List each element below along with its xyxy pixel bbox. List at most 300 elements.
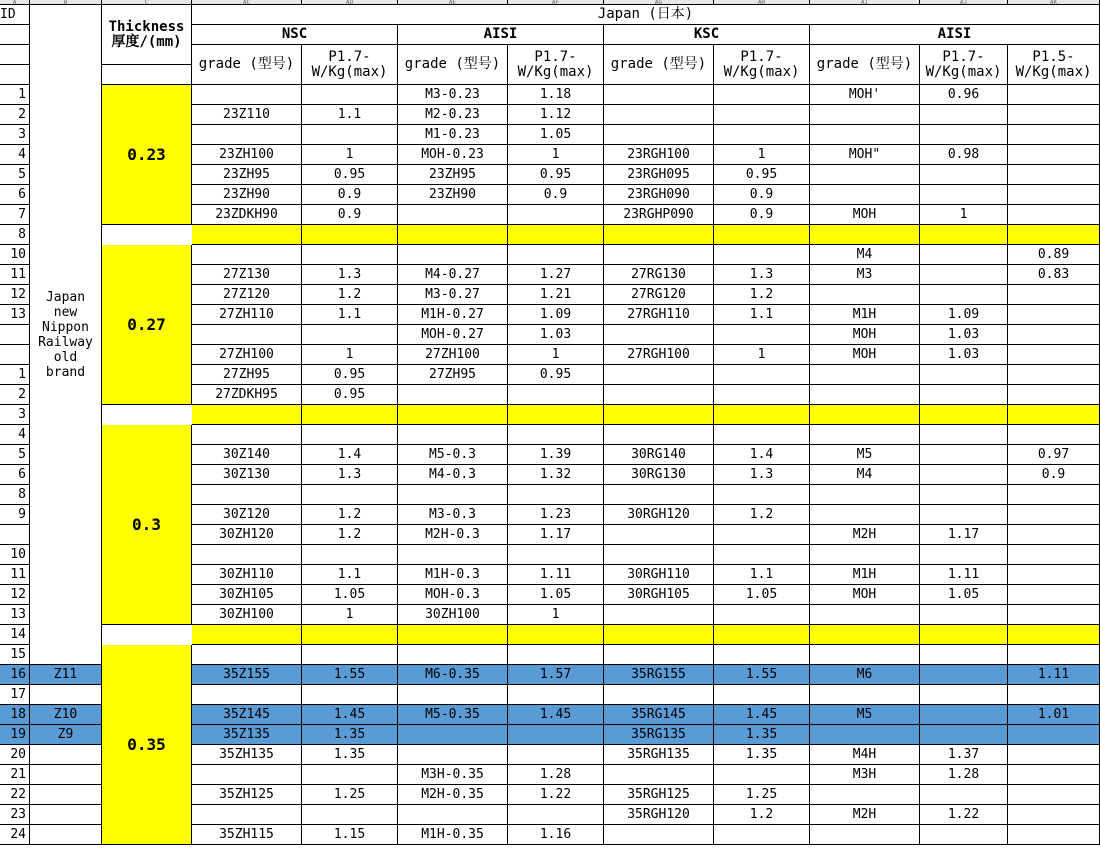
table-cell[interactable]: M4-0.3	[398, 465, 508, 485]
table-cell[interactable]	[604, 425, 714, 445]
table-cell[interactable]	[1008, 285, 1100, 305]
table-cell[interactable]: 1.35	[714, 745, 810, 765]
table-cell[interactable]: 30ZH105	[192, 585, 302, 605]
table-cell[interactable]	[810, 405, 920, 425]
table-cell[interactable]: 30RG130	[604, 465, 714, 485]
table-cell[interactable]: 1.55	[714, 665, 810, 685]
table-cell[interactable]: 30ZH110	[192, 565, 302, 585]
table-cell[interactable]: 0.9	[302, 205, 398, 225]
table-cell[interactable]	[508, 725, 604, 745]
table-cell[interactable]: 1.55	[302, 665, 398, 685]
table-cell[interactable]: 1.28	[508, 765, 604, 785]
table-cell[interactable]: 1.17	[920, 525, 1008, 545]
table-cell[interactable]: 1.1	[714, 565, 810, 585]
table-cell[interactable]: 1.25	[714, 785, 810, 805]
table-cell[interactable]	[1008, 565, 1100, 585]
table-cell[interactable]	[1008, 205, 1100, 225]
table-cell[interactable]	[508, 485, 604, 505]
table-cell[interactable]	[302, 85, 398, 105]
table-cell[interactable]	[1008, 425, 1100, 445]
table-cell[interactable]	[1008, 765, 1100, 785]
table-cell[interactable]: M4	[810, 465, 920, 485]
table-cell[interactable]	[604, 485, 714, 505]
table-cell[interactable]: 1.3	[714, 465, 810, 485]
table-cell[interactable]	[604, 405, 714, 425]
table-cell[interactable]: 1.1	[714, 305, 810, 325]
table-cell[interactable]: 1.12	[508, 105, 604, 125]
table-cell[interactable]: 1.3	[302, 265, 398, 285]
table-cell[interactable]: 23RGH090	[604, 185, 714, 205]
table-cell[interactable]: 1.22	[920, 805, 1008, 825]
table-cell[interactable]: 23RGH095	[604, 165, 714, 185]
table-cell[interactable]	[192, 325, 302, 345]
table-cell[interactable]: 1.22	[508, 785, 604, 805]
table-cell[interactable]: 1.1	[302, 565, 398, 585]
table-cell[interactable]: M3H	[810, 765, 920, 785]
column-letter[interactable]: AC	[192, 0, 302, 5]
table-cell[interactable]	[714, 405, 810, 425]
table-cell[interactable]	[508, 385, 604, 405]
table-cell[interactable]: 1.39	[508, 445, 604, 465]
table-cell[interactable]: 0.9	[714, 205, 810, 225]
table-cell[interactable]: M1H-0.3	[398, 565, 508, 585]
table-cell[interactable]: 1	[508, 345, 604, 365]
table-cell[interactable]	[810, 185, 920, 205]
table-cell[interactable]: 35RGH135	[604, 745, 714, 765]
table-cell[interactable]	[920, 445, 1008, 465]
column-letter[interactable]: B	[30, 0, 102, 5]
table-cell[interactable]: M6-0.35	[398, 665, 508, 685]
table-cell[interactable]	[920, 425, 1008, 445]
table-cell[interactable]: 1.27	[508, 265, 604, 285]
table-cell[interactable]: 1	[302, 145, 398, 165]
table-cell[interactable]	[714, 525, 810, 545]
table-cell[interactable]	[714, 245, 810, 265]
table-cell[interactable]	[398, 425, 508, 445]
table-cell[interactable]	[920, 485, 1008, 505]
column-letter[interactable]: AF	[508, 0, 604, 5]
table-cell[interactable]: MOH'	[810, 85, 920, 105]
table-cell[interactable]	[714, 605, 810, 625]
table-cell[interactable]: 23ZH90	[398, 185, 508, 205]
table-cell[interactable]	[810, 545, 920, 565]
table-cell[interactable]: 1.09	[508, 305, 604, 325]
table-cell[interactable]: MOH"	[810, 145, 920, 165]
table-cell[interactable]: 1.4	[714, 445, 810, 465]
table-cell[interactable]	[1008, 85, 1100, 105]
table-cell[interactable]	[920, 105, 1008, 125]
table-cell[interactable]: M2-0.23	[398, 105, 508, 125]
table-cell[interactable]: M3H-0.35	[398, 765, 508, 785]
table-cell[interactable]	[714, 425, 810, 445]
table-cell[interactable]: 35ZH135	[192, 745, 302, 765]
table-cell[interactable]	[1008, 485, 1100, 505]
table-cell[interactable]: M2H-0.35	[398, 785, 508, 805]
table-cell[interactable]	[1008, 385, 1100, 405]
table-cell[interactable]	[398, 385, 508, 405]
table-cell[interactable]: M5	[810, 705, 920, 725]
table-cell[interactable]	[604, 645, 714, 665]
table-cell[interactable]: 1.3	[302, 465, 398, 485]
table-cell[interactable]: M4	[810, 245, 920, 265]
table-cell[interactable]: M3-0.27	[398, 285, 508, 305]
table-cell[interactable]	[714, 625, 810, 645]
table-cell[interactable]: M1H	[810, 565, 920, 585]
table-cell[interactable]	[1008, 505, 1100, 525]
table-cell[interactable]: 1.15	[302, 825, 398, 845]
table-cell[interactable]: 1.4	[302, 445, 398, 465]
table-cell[interactable]	[920, 625, 1008, 645]
table-cell[interactable]	[920, 785, 1008, 805]
table-cell[interactable]	[920, 465, 1008, 485]
table-cell[interactable]: 27Z120	[192, 285, 302, 305]
table-cell[interactable]	[920, 725, 1008, 745]
table-cell[interactable]: 1.03	[920, 325, 1008, 345]
table-cell[interactable]	[714, 365, 810, 385]
table-cell[interactable]: 35RGH125	[604, 785, 714, 805]
table-cell[interactable]: 30Z130	[192, 465, 302, 485]
table-cell[interactable]	[508, 225, 604, 245]
table-cell[interactable]: 35RG145	[604, 705, 714, 725]
column-letter[interactable]: AK	[1008, 0, 1100, 5]
table-cell[interactable]	[508, 545, 604, 565]
table-cell[interactable]: 0.95	[714, 165, 810, 185]
table-cell[interactable]: M5	[810, 445, 920, 465]
table-cell[interactable]: 1.37	[920, 745, 1008, 765]
table-cell[interactable]	[1008, 605, 1100, 625]
table-cell[interactable]	[1008, 125, 1100, 145]
table-cell[interactable]: 1	[508, 605, 604, 625]
table-cell[interactable]: M2H	[810, 805, 920, 825]
table-cell[interactable]: 35RG155	[604, 665, 714, 685]
table-cell[interactable]	[508, 405, 604, 425]
table-cell[interactable]: 1.35	[302, 745, 398, 765]
table-cell[interactable]: MOH	[810, 345, 920, 365]
table-cell[interactable]: 23ZH90	[192, 185, 302, 205]
table-cell[interactable]	[810, 105, 920, 125]
table-cell[interactable]	[810, 425, 920, 445]
table-cell[interactable]	[398, 685, 508, 705]
table-cell[interactable]: 35Z145	[192, 705, 302, 725]
table-cell[interactable]	[920, 265, 1008, 285]
table-cell[interactable]: M1H-0.27	[398, 305, 508, 325]
table-cell[interactable]	[604, 545, 714, 565]
table-cell[interactable]	[302, 405, 398, 425]
table-cell[interactable]	[604, 325, 714, 345]
table-cell[interactable]	[398, 485, 508, 505]
table-cell[interactable]: 0.9	[714, 185, 810, 205]
table-cell[interactable]	[302, 245, 398, 265]
table-cell[interactable]: 1.1	[302, 105, 398, 125]
table-cell[interactable]	[920, 405, 1008, 425]
table-cell[interactable]	[1008, 785, 1100, 805]
table-cell[interactable]	[920, 685, 1008, 705]
table-cell[interactable]: 27ZH100	[398, 345, 508, 365]
table-cell[interactable]: MOH-0.3	[398, 585, 508, 605]
table-cell[interactable]	[810, 505, 920, 525]
table-cell[interactable]	[1008, 685, 1100, 705]
table-cell[interactable]	[398, 245, 508, 265]
table-cell[interactable]: 0.95	[302, 365, 398, 385]
table-cell[interactable]: 1.35	[302, 725, 398, 745]
table-cell[interactable]	[920, 645, 1008, 665]
table-cell[interactable]: 1.3	[714, 265, 810, 285]
table-cell[interactable]	[192, 765, 302, 785]
table-cell[interactable]	[1008, 625, 1100, 645]
column-letter[interactable]: C	[102, 0, 192, 5]
table-cell[interactable]	[920, 165, 1008, 185]
table-cell[interactable]: 1.2	[302, 525, 398, 545]
table-cell[interactable]	[302, 485, 398, 505]
table-cell[interactable]	[1008, 185, 1100, 205]
table-cell[interactable]	[192, 545, 302, 565]
table-cell[interactable]	[398, 625, 508, 645]
table-cell[interactable]	[920, 185, 1008, 205]
table-cell[interactable]	[714, 225, 810, 245]
table-cell[interactable]	[302, 125, 398, 145]
table-cell[interactable]: 1.45	[302, 705, 398, 725]
table-cell[interactable]: 27ZH95	[398, 365, 508, 385]
table-cell[interactable]: 1	[508, 145, 604, 165]
table-cell[interactable]: M1H	[810, 305, 920, 325]
table-cell[interactable]: 0.9	[1008, 465, 1100, 485]
table-cell[interactable]: 0.89	[1008, 245, 1100, 265]
table-cell[interactable]: 1.1	[302, 305, 398, 325]
table-cell[interactable]	[714, 85, 810, 105]
table-cell[interactable]: M6	[810, 665, 920, 685]
table-cell[interactable]	[1008, 585, 1100, 605]
table-cell[interactable]	[1008, 165, 1100, 185]
table-cell[interactable]	[302, 425, 398, 445]
table-cell[interactable]	[604, 685, 714, 705]
table-cell[interactable]	[810, 285, 920, 305]
table-cell[interactable]	[302, 325, 398, 345]
table-cell[interactable]	[604, 225, 714, 245]
table-cell[interactable]: 30RGH105	[604, 585, 714, 605]
table-cell[interactable]	[302, 805, 398, 825]
table-cell[interactable]: 1.01	[1008, 705, 1100, 725]
table-cell[interactable]	[398, 205, 508, 225]
table-cell[interactable]: 27Z130	[192, 265, 302, 285]
table-cell[interactable]: 1.03	[920, 345, 1008, 365]
table-cell[interactable]: MOH-0.23	[398, 145, 508, 165]
table-cell[interactable]: 0.97	[1008, 445, 1100, 465]
table-cell[interactable]	[714, 485, 810, 505]
column-letter[interactable]: AD	[302, 0, 398, 5]
table-cell[interactable]: 1	[920, 205, 1008, 225]
table-cell[interactable]: 0.9	[508, 185, 604, 205]
table-cell[interactable]	[714, 825, 810, 845]
table-cell[interactable]	[508, 745, 604, 765]
table-cell[interactable]	[1008, 805, 1100, 825]
table-cell[interactable]	[192, 685, 302, 705]
table-cell[interactable]: MOH	[810, 325, 920, 345]
table-cell[interactable]: 1	[302, 345, 398, 365]
table-cell[interactable]	[810, 165, 920, 185]
table-cell[interactable]: 0.95	[302, 165, 398, 185]
table-cell[interactable]: 35Z155	[192, 665, 302, 685]
table-cell[interactable]	[508, 645, 604, 665]
table-cell[interactable]: 1.11	[920, 565, 1008, 585]
table-cell[interactable]	[1008, 525, 1100, 545]
table-cell[interactable]: M2H	[810, 525, 920, 545]
table-cell[interactable]: 30ZH100	[398, 605, 508, 625]
table-cell[interactable]	[508, 205, 604, 225]
table-cell[interactable]: 0.95	[302, 385, 398, 405]
table-cell[interactable]	[810, 225, 920, 245]
table-cell[interactable]: 1	[714, 145, 810, 165]
table-cell[interactable]	[604, 525, 714, 545]
table-cell[interactable]	[810, 645, 920, 665]
table-cell[interactable]	[920, 825, 1008, 845]
table-cell[interactable]: M3-0.3	[398, 505, 508, 525]
table-cell[interactable]	[508, 805, 604, 825]
table-cell[interactable]	[810, 385, 920, 405]
table-cell[interactable]: M3	[810, 265, 920, 285]
table-cell[interactable]: 1.2	[302, 505, 398, 525]
table-cell[interactable]	[920, 385, 1008, 405]
table-cell[interactable]: 0.9	[302, 185, 398, 205]
table-cell[interactable]	[920, 365, 1008, 385]
table-cell[interactable]	[1008, 725, 1100, 745]
table-cell[interactable]: 30Z140	[192, 445, 302, 465]
table-cell[interactable]: 23ZH95	[398, 165, 508, 185]
table-cell[interactable]: 1.45	[508, 705, 604, 725]
table-cell[interactable]	[604, 365, 714, 385]
table-cell[interactable]: 27RGH110	[604, 305, 714, 325]
table-cell[interactable]	[1008, 645, 1100, 665]
table-cell[interactable]	[1008, 145, 1100, 165]
table-cell[interactable]	[810, 725, 920, 745]
table-cell[interactable]: 1.05	[302, 585, 398, 605]
table-cell[interactable]: 1.32	[508, 465, 604, 485]
table-cell[interactable]: 23RGH100	[604, 145, 714, 165]
table-cell[interactable]	[810, 625, 920, 645]
table-cell[interactable]: 35RGH120	[604, 805, 714, 825]
table-cell[interactable]	[714, 765, 810, 785]
table-cell[interactable]	[1008, 345, 1100, 365]
table-cell[interactable]: 27ZH110	[192, 305, 302, 325]
table-cell[interactable]	[302, 545, 398, 565]
table-cell[interactable]: 0.95	[508, 365, 604, 385]
column-letter[interactable]: AE	[398, 0, 508, 5]
table-cell[interactable]: 0.83	[1008, 265, 1100, 285]
table-cell[interactable]	[920, 285, 1008, 305]
table-cell[interactable]: MOH	[810, 585, 920, 605]
table-cell[interactable]: 1.2	[302, 285, 398, 305]
table-cell[interactable]	[810, 785, 920, 805]
table-cell[interactable]: 23RGHP090	[604, 205, 714, 225]
table-cell[interactable]: 1.16	[508, 825, 604, 845]
table-cell[interactable]	[192, 85, 302, 105]
table-cell[interactable]: 23Z110	[192, 105, 302, 125]
table-cell[interactable]: M5-0.3	[398, 445, 508, 465]
table-cell[interactable]	[302, 685, 398, 705]
table-cell[interactable]: 1.05	[714, 585, 810, 605]
column-letter[interactable]: AG	[604, 0, 714, 5]
table-cell[interactable]	[1008, 105, 1100, 125]
table-cell[interactable]	[604, 825, 714, 845]
table-cell[interactable]	[604, 105, 714, 125]
table-cell[interactable]	[192, 125, 302, 145]
table-cell[interactable]: M3-0.23	[398, 85, 508, 105]
table-cell[interactable]: 35ZH125	[192, 785, 302, 805]
table-cell[interactable]	[604, 85, 714, 105]
table-cell[interactable]: 1.11	[1008, 665, 1100, 685]
table-cell[interactable]: 1	[302, 605, 398, 625]
table-cell[interactable]: 27ZH100	[192, 345, 302, 365]
table-cell[interactable]	[714, 685, 810, 705]
table-cell[interactable]	[920, 665, 1008, 685]
table-cell[interactable]: 1.21	[508, 285, 604, 305]
table-cell[interactable]: M2H-0.3	[398, 525, 508, 545]
table-cell[interactable]	[192, 485, 302, 505]
table-cell[interactable]	[1008, 365, 1100, 385]
table-cell[interactable]: 1.35	[714, 725, 810, 745]
table-cell[interactable]: 30ZH120	[192, 525, 302, 545]
column-letter[interactable]: A	[0, 0, 30, 5]
table-cell[interactable]: 30ZH100	[192, 605, 302, 625]
table-cell[interactable]: 1.57	[508, 665, 604, 685]
table-cell[interactable]	[604, 125, 714, 145]
table-cell[interactable]	[1008, 305, 1100, 325]
table-cell[interactable]	[508, 685, 604, 705]
table-cell[interactable]	[508, 245, 604, 265]
table-cell[interactable]	[920, 225, 1008, 245]
table-cell[interactable]	[398, 225, 508, 245]
table-cell[interactable]: MOH-0.27	[398, 325, 508, 345]
column-letter[interactable]: AI	[810, 0, 920, 5]
table-cell[interactable]	[810, 125, 920, 145]
table-cell[interactable]: 27RG120	[604, 285, 714, 305]
table-cell[interactable]	[604, 625, 714, 645]
table-cell[interactable]	[714, 105, 810, 125]
table-cell[interactable]	[714, 545, 810, 565]
table-cell[interactable]: 35ZH115	[192, 825, 302, 845]
table-cell[interactable]	[398, 645, 508, 665]
table-cell[interactable]	[508, 425, 604, 445]
table-cell[interactable]	[398, 545, 508, 565]
table-cell[interactable]	[920, 505, 1008, 525]
table-cell[interactable]	[604, 765, 714, 785]
table-cell[interactable]: 0.95	[508, 165, 604, 185]
table-cell[interactable]	[192, 805, 302, 825]
table-cell[interactable]	[1008, 825, 1100, 845]
table-cell[interactable]: 23ZDKH90	[192, 205, 302, 225]
column-letter[interactable]: AH	[714, 0, 810, 5]
table-cell[interactable]: 23ZH95	[192, 165, 302, 185]
table-cell[interactable]: 1.05	[508, 125, 604, 145]
table-cell[interactable]: 1.05	[508, 585, 604, 605]
table-cell[interactable]: 1.03	[508, 325, 604, 345]
table-cell[interactable]	[398, 405, 508, 425]
table-cell[interactable]	[398, 805, 508, 825]
table-cell[interactable]	[192, 625, 302, 645]
table-cell[interactable]	[714, 645, 810, 665]
table-cell[interactable]: 30RGH120	[604, 505, 714, 525]
table-cell[interactable]	[920, 605, 1008, 625]
table-cell[interactable]: 1.2	[714, 805, 810, 825]
table-cell[interactable]: 0.98	[920, 145, 1008, 165]
table-cell[interactable]: M4H	[810, 745, 920, 765]
table-cell[interactable]: 30RG140	[604, 445, 714, 465]
table-cell[interactable]: 30RGH110	[604, 565, 714, 585]
table-cell[interactable]	[302, 625, 398, 645]
table-cell[interactable]: 1.28	[920, 765, 1008, 785]
table-cell[interactable]: 1.09	[920, 305, 1008, 325]
table-cell[interactable]: 35Z135	[192, 725, 302, 745]
table-cell[interactable]: 0.96	[920, 85, 1008, 105]
